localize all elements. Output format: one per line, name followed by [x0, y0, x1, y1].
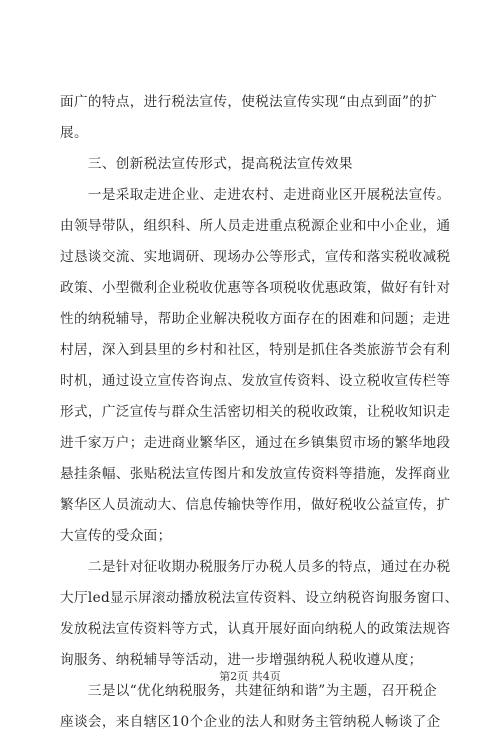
section-heading: 三、创新税法宣传形式，提高税法宣传效果: [60, 156, 353, 172]
text-line: 发放税法宣传资料等方式，认真开展好面向纳税人的政策法规咨: [60, 621, 451, 637]
text-line: 时机，通过设立宣传咨询点、发放宣传资料、设立税收宣传栏等: [60, 373, 451, 389]
text-line: 由领导带队，组织科、所人员走进重点税源企业和中小企业，通: [60, 218, 451, 234]
text-line: 性的纳税辅导，帮助企业解决税收方面存在的困难和问题；走进: [60, 311, 451, 327]
text-line: 过恳谈交流、实地调研、现场办公等形式，宣传和落实税收减税: [60, 249, 451, 265]
text-line: 大厅led显示屏滚动播放税法宣传资料、设立纳税咨询服务窗口、: [60, 590, 459, 606]
text-line: 大宣传的受众面；: [60, 528, 172, 544]
text-line: 村居，深入到县里的乡村和社区，特别是抓住各类旅游节会有利: [60, 342, 451, 358]
text-line: 展。: [60, 125, 88, 141]
text-line: 政策、小型微利企业税收优惠等各项税收优惠政策，做好有针对: [60, 280, 451, 296]
text-line: 悬挂条幅、张贴税法宣传图片和发放宣传资料等措施，发挥商业: [60, 466, 451, 482]
text-line: 进千家万户；走进商业繁华区，通过在乡镇集贸市场的繁华地段: [60, 435, 451, 451]
text-line: 二是针对征收期办税服务厅办税人员多的特点，通过在办税: [60, 559, 451, 575]
page-number-footer: 第2页 共4页: [219, 670, 281, 683]
text-line: 繁华区人员流动大、信息传输快等作用，做好税收公益宣传，扩: [60, 497, 451, 513]
text-line: 一是采取走进企业、走进农村、走进商业区开展税法宣传。: [60, 187, 451, 203]
document-body: [60, 92, 459, 743]
text-line: 形式，广泛宣传与群众生活密切相关的税收政策，让税收知识走: [60, 404, 451, 420]
text-line: 三是以“优化纳税服务，共建征纳和谐”为主题，召开税企: [60, 683, 438, 699]
text-line: 询服务、纳税辅导等活动，进一步增强纳税人税收遵从度；: [60, 652, 423, 668]
text-line: 座谈会，来自辖区10个企业的法人和财务主管纳税人畅谈了企: [60, 714, 441, 730]
text-line: 面广的特点，进行税法宣传，使税法宣传实现“由点到面”的扩: [60, 94, 438, 110]
